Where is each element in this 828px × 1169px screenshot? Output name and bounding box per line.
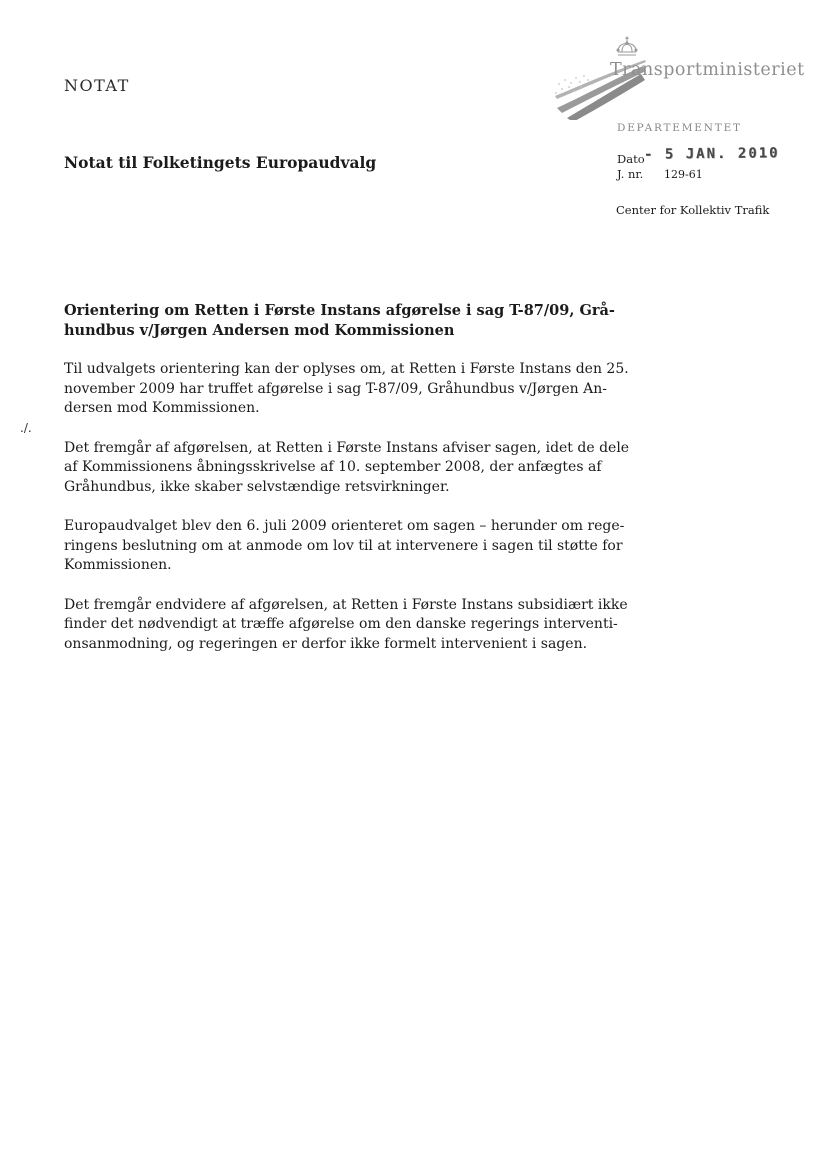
journal-number-value: 129-61 <box>664 168 703 181</box>
paragraph-line: ringens beslutning om at anmode om lov til at intervenere i sagen til støtte for <box>64 537 623 554</box>
paragraph-line: Gråhundbus, ikke skaber selvstændige retsvirkninger. <box>64 478 450 495</box>
document-title <box>64 301 615 340</box>
paragraph-line: finder det nødvendigt at træffe afgørelse om den danske regerings interventi- <box>64 616 618 632</box>
ministry-logo <box>553 34 803 122</box>
paragraph <box>64 439 630 498</box>
paragraph-line: Europaudvalget blev den 6. juli 2009 orienteret om sagen – herunder om rege- <box>64 518 625 534</box>
paragraph-line: Til udvalgets orientering kan der oplyses om, at Retten i Første Instans den 25. <box>64 361 629 377</box>
paragraph-line: november 2009 har truffet afgørelse i sag T-87/09, Gråhundbus v/Jørgen An- <box>64 380 607 397</box>
paragraph-line: dersen mod Kommissionen. <box>64 400 260 416</box>
title-line: hundbus v/Jørgen Andersen mod Kommissionen <box>64 321 455 339</box>
date-stamp: - 5 JAN. 2010 <box>643 145 780 163</box>
date-label: Dato <box>617 152 645 166</box>
paragraph-line: af Kommissionens åbningsskrivelse af 10. september 2008, der anfægtes af <box>64 459 602 475</box>
document-body <box>64 301 630 674</box>
paragraph-line: Det fremgår af afgørelsen, at Retten i Første Instans afviser sagen, idet de dele <box>64 439 630 456</box>
ministry-name: Transportministeriet <box>610 60 805 80</box>
recipient-heading: Notat til Folketingets Europaudvalg <box>64 153 377 172</box>
office-name: Center for Kollektiv Trafik <box>616 203 770 217</box>
paragraph <box>64 596 628 655</box>
paragraph <box>64 517 625 576</box>
department-label: DEPARTEMENTET <box>617 122 742 134</box>
paragraph-line: Det fremgår endvidere af afgørelsen, at Retten i Første Instans subsidiært ikke <box>64 596 628 613</box>
document-kind-label: NOTAT <box>64 76 130 95</box>
paragraph-line: onsanmodning, og regeringen er derfor ikke formelt intervenient i sagen. <box>64 635 588 652</box>
paragraph <box>64 360 629 419</box>
title-line: Orientering om Retten i Første Instans afgørelse i sag T-87/09, Grå- <box>64 302 615 319</box>
journal-number-label: J. nr. <box>617 167 644 181</box>
enclosure-margin-mark: ./. <box>20 421 32 435</box>
paragraph-line: Kommissionen. <box>64 557 172 573</box>
crown-icon <box>611 34 643 60</box>
